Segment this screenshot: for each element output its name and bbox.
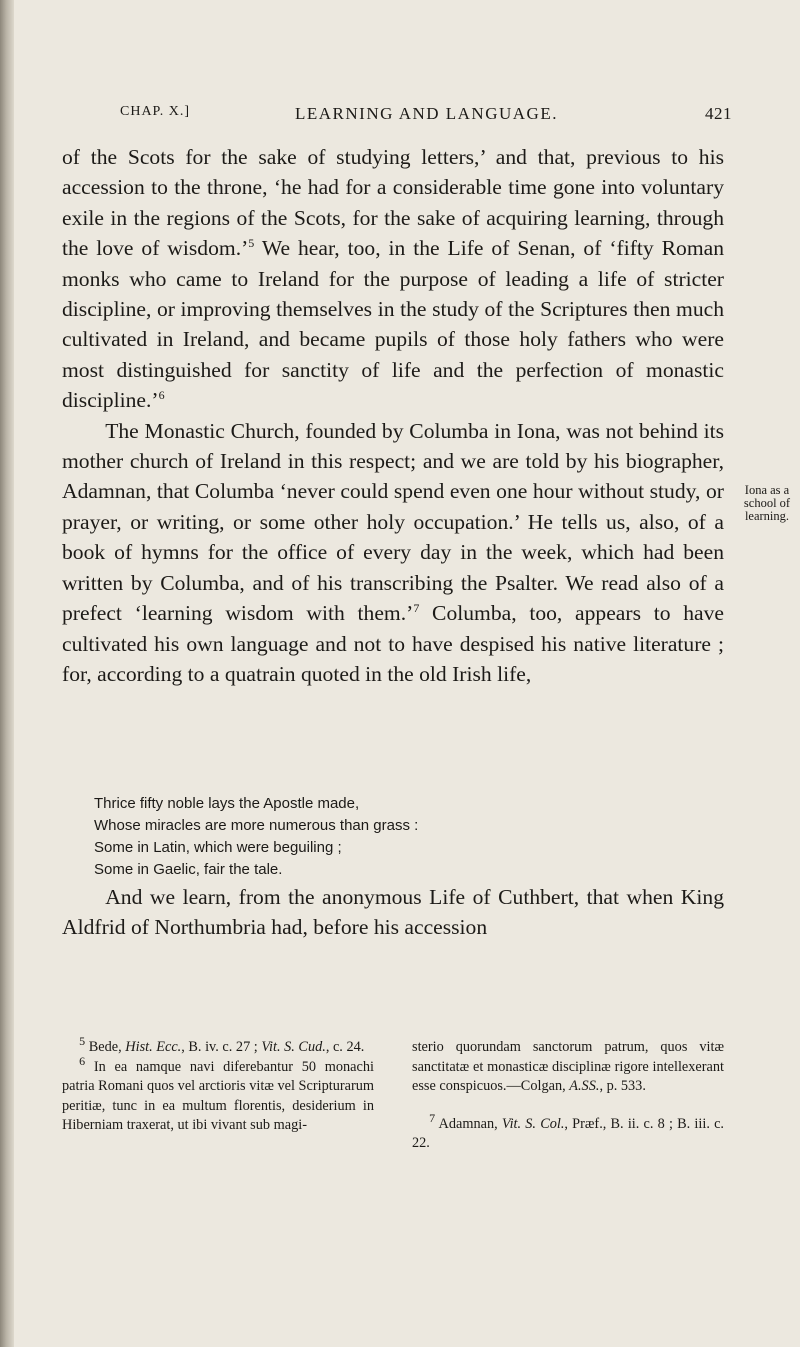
quatrain	[94, 793, 714, 881]
footnotes-left-column	[62, 1034, 374, 1136]
chapter-label: CHAP. X.]	[120, 104, 191, 119]
footnotes-right-column	[412, 1038, 724, 1154]
page-number: 421	[705, 104, 732, 123]
margin-note: Iona as a school of learning.	[743, 483, 791, 523]
footnote-5: $^5$ Bede, Hist. Ecc., B. iv. c. 27 ; Vit. S. Cud., c. 24.	[79, 1034, 365, 1055]
verse-line: Whose miracles are more numerous than grass :	[94, 817, 419, 834]
verse-line: Some in Gaelic, fair the tale.	[94, 861, 283, 878]
running-header	[120, 104, 732, 128]
book-spine-shadow	[0, 0, 14, 1347]
footnote-ref-5[interactable]: 5	[248, 236, 255, 251]
footnote-7: $^7$ Adamnan, Vit. S. Col., Præf., B. ii. c. 8 ; B. iii. c. 22.	[412, 1111, 725, 1152]
paragraph-2: The Monastic Church, founded by Columba in Iona, was not behind its mother church of Ireland in this respect; and we are told by his biographer, Adamnan, that Columba ‘never could spend even one hour without study, or prayer, or writing, or some other holy occupation.’ He tells us, also, of a book of hymns for the office of every day in the week, which had been written by Columba, and of his transcribing the Psalter. We read also of a prefect ‘learning wisdom with them.’$^7$ Columba, too, appears to have cultivated his own language and not to have despised his native literature ; for, according to a quatrain quoted in the old Irish life,	[62, 418, 724, 686]
paragraph-1: of the Scots for the sake of studying letters,’ and that, previous to his accession to the throne, ‘he had for a considerable time gone into voluntary exile in the regions of the Scots, for the sake of acquiring learning, through the love of wisdom.’$^5$ We hear, too, in the Life of Senan, of ‘fifty Roman monks who came to Ireland for the purpose of leading a life of stricter discipline, or improving themselves in the study of the Scriptures then much cultivated in Ireland, and became pupils of those holy fathers who were most distinguished for sanctity of life and the perfection of monastic discipline.’$^6$	[62, 145, 724, 413]
verse-line: Some in Latin, which were beguiling ;	[94, 839, 342, 856]
running-title: LEARNING AND LANGUAGE.	[295, 104, 558, 123]
footnote-6: $^6$ In ea namque navi diferebantur 50 monachi patria Romani quos vel arctioris vitæ vel Scripturarum peritiæ, tunc in ea multum florentis, desiderium in Hiberniam traxerat, ut ibi vivant sub magi-	[62, 1053, 374, 1134]
footnote-6-continued: sterio quorundam sanctorum patrum, quos vitæ sanctitatæ et monasticæ disciplinæ rigore intellexerant esse conspicuos.—Colgan, A.SS., p. 533.	[412, 1039, 724, 1095]
paragraph-3: And we learn, from the anonymous Life of Cuthbert, that when King Aldfrid of Northumbria had, before his accession	[62, 885, 724, 940]
verse-line: Thrice fifty noble lays the Apostle made,	[94, 795, 360, 812]
main-text	[62, 142, 724, 689]
footnote-ref-7[interactable]: 7	[413, 600, 420, 615]
footnote-ref-6[interactable]: 6	[158, 388, 165, 403]
